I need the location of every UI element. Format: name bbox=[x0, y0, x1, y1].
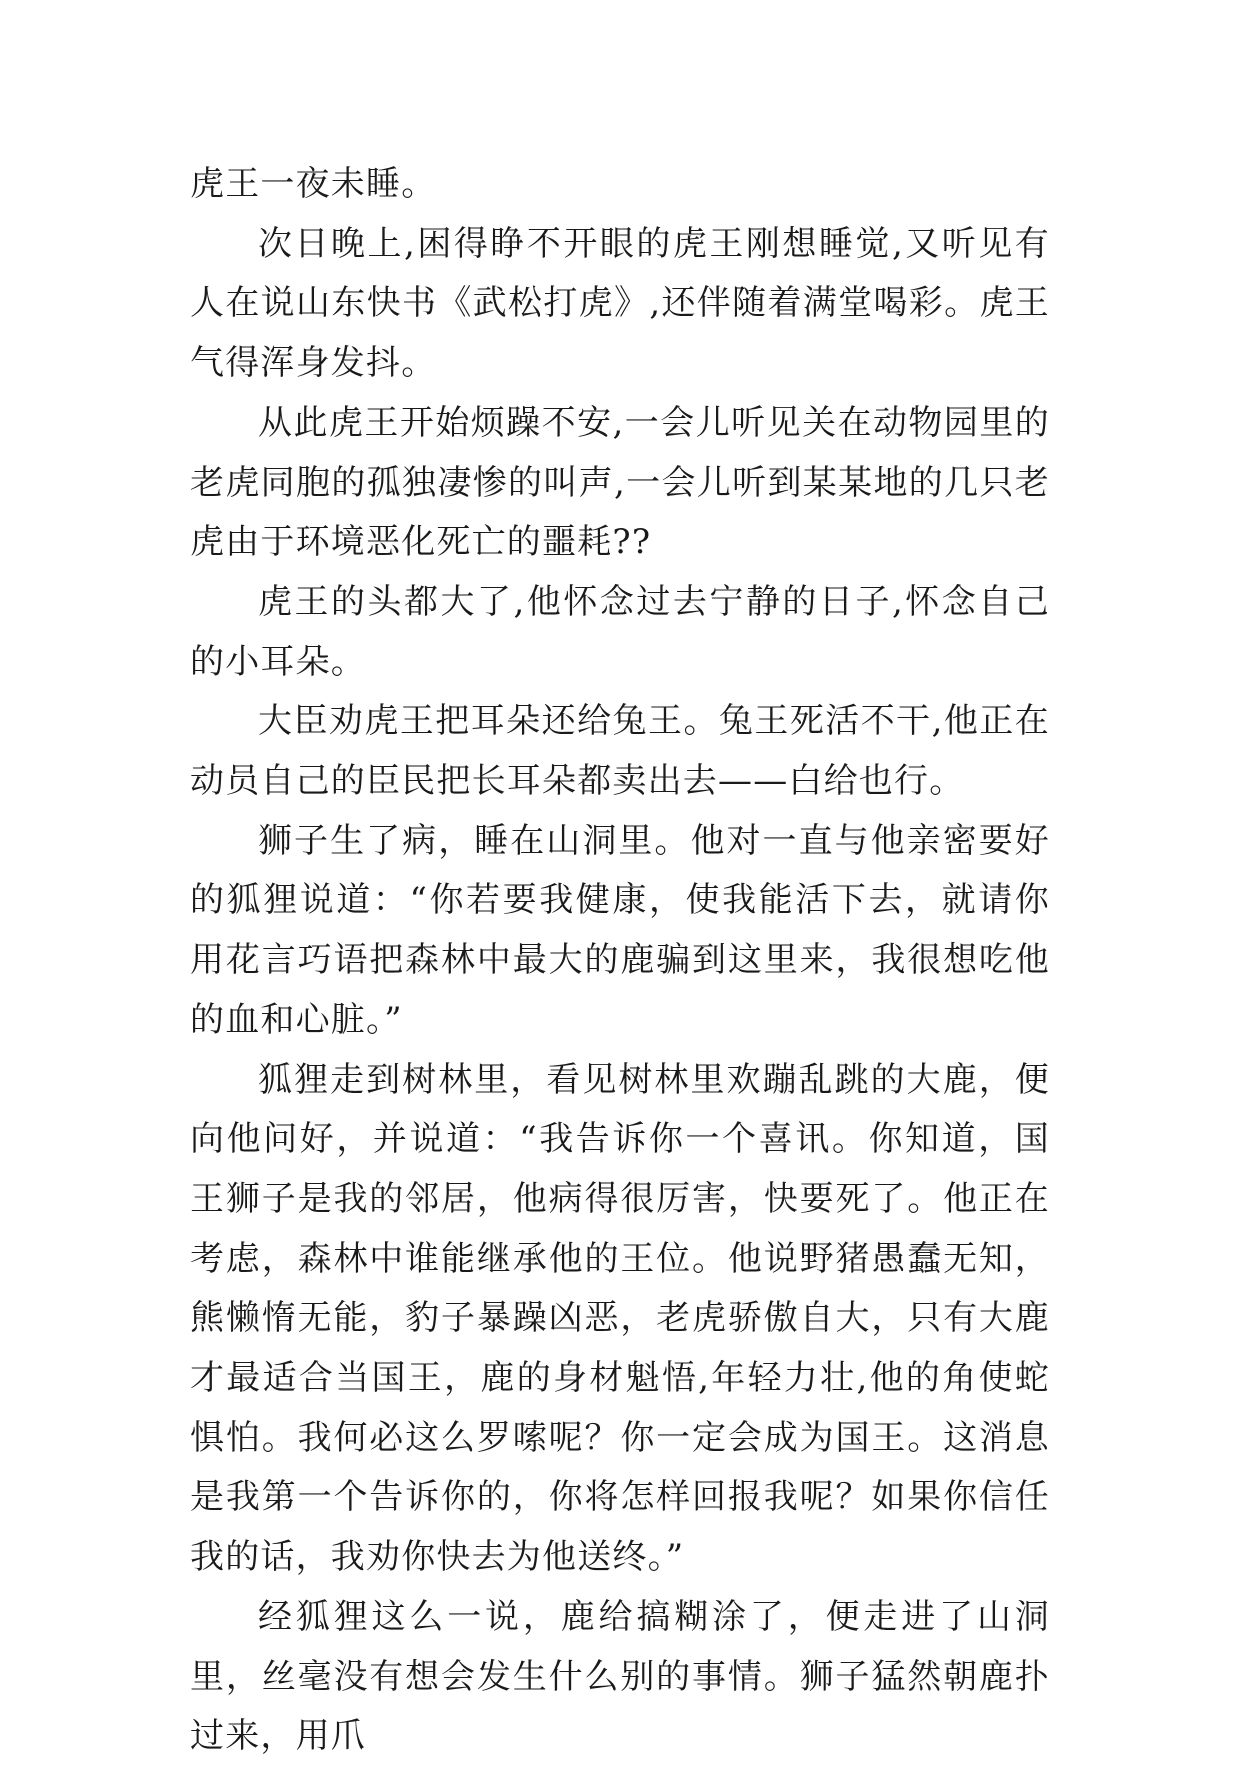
paragraph: 经狐狸这么一说，鹿给搞糊涂了，便走进了山洞里，丝毫没有想会发生什么别的事情。狮子猛然朝鹿扑过来，用爪 bbox=[190, 1596, 1050, 1757]
paragraph: 狮子生了病，睡在山洞里。他对一直与他亲密要好的狐狸说道：“你若要我健康，使我能活下去，就请你用花言巧语把森林中最大的鹿骗到这里来，我很想吃他的血和心脏。” bbox=[190, 820, 1050, 1040]
document-body bbox=[190, 155, 1050, 1767]
paragraph: 次日晚上,困得睁不开眼的虎王刚想睡觉,又听见有人在说山东快书《武松打虎》,还伴随着满堂喝彩。虎王气得浑身发抖。 bbox=[190, 223, 1050, 384]
paragraph-continuation: 虎王一夜未睡。 bbox=[190, 164, 437, 204]
paragraph: 虎王的头都大了,他怀念过去宁静的日子,怀念自己的小耳朵。 bbox=[190, 581, 1050, 682]
paragraph: 狐狸走到树林里，看见树林里欢蹦乱跳的大鹿，便向他问好，并说道：“我告诉你一个喜讯。你知道，国王狮子是我的邻居，他病得很厉害，快要死了。他正在考虑，森林中谁能继承他的王位。他说野猪愚蠢无知，熊懒惰无能，豹子暴躁凶恶，老虎骄傲自大，只有大鹿才最适合当国王，鹿的身材魁悟,年轻力壮,他的角使蛇惧怕。我何必这么罗嗦呢？你一定会成为国王。这消息是我第一个告诉你的，你将怎样回报我呢？如果你信任我的话，我劝你快去为他送终。” bbox=[190, 1059, 1050, 1578]
paragraph: 大臣劝虎王把耳朵还给兔王。兔王死活不干,他正在动员自己的臣民把长耳朵都卖出去——白给也行。 bbox=[190, 701, 1050, 802]
paragraph: 从此虎王开始烦躁不安,一会儿听见关在动物园里的老虎同胞的孤独凄惨的叫声,一会儿听到某某地的几只老虎由于环境恶化死亡的噩耗?? bbox=[190, 402, 1050, 563]
